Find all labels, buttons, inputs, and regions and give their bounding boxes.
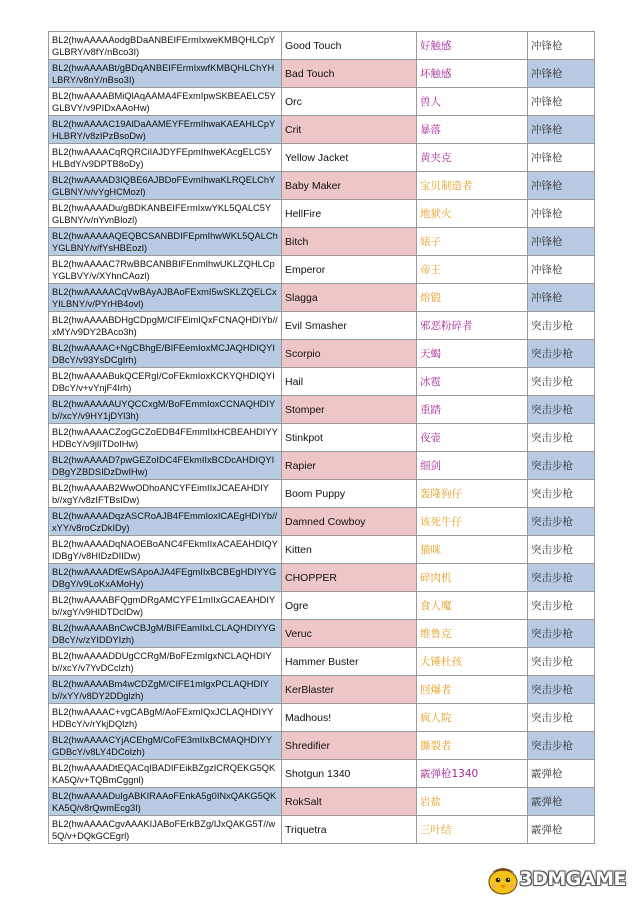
weapon-type-cell: 突击步枪	[528, 592, 595, 620]
chinese-name-cell: 疯人院	[417, 704, 528, 732]
table-row	[49, 284, 595, 312]
cheat-code-cell: BL2(hwAAAABt/gBDqANBEIFErmIxwfKMBQHLChYHLBRY/v8nY/nBso3I)	[49, 60, 282, 88]
weapon-type-cell: 冲锋枪	[528, 60, 595, 88]
english-name-cell: KerBlaster	[282, 676, 417, 704]
weapon-type-cell: 突击步枪	[528, 480, 595, 508]
weapon-type-cell: 冲锋枪	[528, 144, 595, 172]
weapon-type-cell: 突击步枪	[528, 312, 595, 340]
cheat-code-cell: BL2(hwAAAACqRQRCiIAJDYFEpmIhweKAcgELC5YHLBdY/v9DPTB8oDy)	[49, 144, 282, 172]
english-name-cell: Crit	[282, 116, 417, 144]
chinese-name-cell: 坏触感	[417, 60, 528, 88]
chinese-name-cell: 细剑	[417, 452, 528, 480]
table-row	[49, 816, 595, 844]
english-name-cell: Veruc	[282, 620, 417, 648]
weapon-type-cell: 霰弹枪	[528, 788, 595, 816]
chinese-name-cell: 轰隆狗仔	[417, 480, 528, 508]
weapon-type-cell: 突击步枪	[528, 424, 595, 452]
weapon-type-cell: 突击步枪	[528, 508, 595, 536]
weapon-type-cell: 冲锋枪	[528, 256, 595, 284]
weapon-type-cell: 冲锋枪	[528, 200, 595, 228]
chinese-name-cell: 回爆者	[417, 676, 528, 704]
watermark-text: 3DMGAME	[519, 868, 626, 890]
table-row	[49, 648, 595, 676]
english-name-cell: Good Touch	[282, 32, 417, 60]
table-row	[49, 788, 595, 816]
cheat-code-cell: BL2(hwAAAAAUYQCCxgM/BoFEmmIoxCCNAQHDIYb//xcY/v9HY1jDYl3h)	[49, 396, 282, 424]
cheat-code-cell: BL2(hwAAAABDHgCDpgM/CIFEimIQxFCNAQHDIYb//xMY/v9DY2BAco3h)	[49, 312, 282, 340]
chinese-name-cell: 霰弹枪1340	[417, 760, 528, 788]
english-name-cell: Stinkpot	[282, 424, 417, 452]
chinese-name-cell: 好触感	[417, 32, 528, 60]
english-name-cell: Rapier	[282, 452, 417, 480]
table-row	[49, 536, 595, 564]
english-name-cell: Stomper	[282, 396, 417, 424]
cheat-code-cell: BL2(hwAAAABMiQlAqAAMA4FExmIpwSKBEAELC5YGLBVY/v9PIDxAAoHw)	[49, 88, 282, 116]
chinese-name-cell: 地狱火	[417, 200, 528, 228]
table-row	[49, 592, 595, 620]
english-name-cell: RokSalt	[282, 788, 417, 816]
chinese-name-cell: 大锤杜孩	[417, 648, 528, 676]
cheat-code-cell: BL2(hwAAAADfEwSApoAJA4FEgmIIxBCBEgHDIYYGDBgY/v9LoKxAMoHy)	[49, 564, 282, 592]
english-name-cell: Triquetra	[282, 816, 417, 844]
chinese-name-cell: 岩盐	[417, 788, 528, 816]
chinese-name-cell: 婊子	[417, 228, 528, 256]
english-name-cell: Emperor	[282, 256, 417, 284]
cheat-code-cell: BL2(hwAAAADuIgABKIRAAoFEnkA5g0INxQAKG5QKKA5Q/v8rQwmEcg3I)	[49, 788, 282, 816]
table-row	[49, 144, 595, 172]
weapon-type-cell: 霰弹枪	[528, 760, 595, 788]
chinese-name-cell: 兽人	[417, 88, 528, 116]
chinese-name-cell: 天蝎	[417, 340, 528, 368]
english-name-cell: Slagga	[282, 284, 417, 312]
weapon-type-cell: 突击步枪	[528, 340, 595, 368]
weapon-type-cell: 突击步枪	[528, 452, 595, 480]
english-name-cell: Baby Maker	[282, 172, 417, 200]
table-row	[49, 564, 595, 592]
chinese-name-cell: 三叶结	[417, 816, 528, 844]
cheat-code-cell: BL2(hwAAAAD3IQBE6AJBDoFEvmIhwaKLRQELChYGLBNY/v/vYgHCMozl)	[49, 172, 282, 200]
cheat-code-cell: BL2(hwAAAADqzASCRoAJB4FEmmIoxICAEgHDIYb//xYY/v8roCzDkIDy)	[49, 508, 282, 536]
english-name-cell: Ogre	[282, 592, 417, 620]
weapon-type-cell: 突击步枪	[528, 620, 595, 648]
english-name-cell: Evil Smasher	[282, 312, 417, 340]
weapon-type-cell: 突击步枪	[528, 536, 595, 564]
cheat-code-cell: BL2(hwAAAAC7RwBBCANBBIFEnmIhwUKLZQHLCpYGLBVY/v/XYhnCAozl)	[49, 256, 282, 284]
cheat-code-cell: BL2(hwAAAADqNAOEBoANC4FEkmIIxACAEAHDIQYIDBgY/v8HIDzDIIDw)	[49, 536, 282, 564]
chinese-name-cell: 暴落	[417, 116, 528, 144]
english-name-cell: CHOPPER	[282, 564, 417, 592]
weapon-type-cell: 冲锋枪	[528, 228, 595, 256]
table-row	[49, 396, 595, 424]
cheat-code-cell: BL2(hwAAAADu/gBDKANBEIFErmIxwYKL5QALC5YGLBNY/v/nYvnBlozl)	[49, 200, 282, 228]
cheat-code-cell: BL2(hwAAAAAodgBDaANBEIFErmIxweKMBQHLCpYGLBRY/v8fY/nBco3I)	[49, 32, 282, 60]
chinese-name-cell: 撕裂者	[417, 732, 528, 760]
english-name-cell: Shotgun 1340	[282, 760, 417, 788]
chinese-name-cell: 宝贝制造者	[417, 172, 528, 200]
weapon-type-cell: 冲锋枪	[528, 88, 595, 116]
weapon-code-table	[48, 31, 595, 844]
table-row	[49, 256, 595, 284]
table-row	[49, 620, 595, 648]
table-row	[49, 508, 595, 536]
chinese-name-cell: 夜壶	[417, 424, 528, 452]
cheat-code-cell: BL2(hwAAAADtEQACqIBADIFEikBZgzICRQEKG5QKKA5Q/v+TQBmCggnl)	[49, 760, 282, 788]
weapon-type-cell: 突击步枪	[528, 704, 595, 732]
table-row	[49, 368, 595, 396]
table-row	[49, 60, 595, 88]
chinese-name-cell: 食人魔	[417, 592, 528, 620]
cheat-code-cell: BL2(hwAAAACYjACEhgM/CoFE3mIIxBCMAQHDIYYGDBcY/v8LY4DColzh)	[49, 732, 282, 760]
cheat-code-cell: BL2(hwAAAAC+vgCABgM/AoFExmIQxJCLAQHDIYYHDBcY/v/rYkjDQlzh)	[49, 704, 282, 732]
english-name-cell: Orc	[282, 88, 417, 116]
weapon-type-cell: 突击步枪	[528, 648, 595, 676]
table-row	[49, 116, 595, 144]
cheat-code-cell: BL2(hwAAAAB2WwODhoANCYFEimIIxJCAEAHDIYb//xgY/v8zIFTBsIDw)	[49, 480, 282, 508]
chick-mascot-icon	[483, 861, 523, 897]
english-name-cell: Bad Touch	[282, 60, 417, 88]
english-name-cell: Madhous!	[282, 704, 417, 732]
table-row	[49, 312, 595, 340]
cheat-code-cell: BL2(hwAAAABFQgmDRgAMCYFE1mIIxGCAEAHDIYb//xgY/v9HIDTDcIDw)	[49, 592, 282, 620]
table-row	[49, 676, 595, 704]
chinese-name-cell: 熔锻	[417, 284, 528, 312]
weapon-type-cell: 霰弹枪	[528, 816, 595, 844]
weapon-type-cell: 冲锋枪	[528, 32, 595, 60]
weapon-type-cell: 冲锋枪	[528, 172, 595, 200]
chinese-name-cell: 维鲁克	[417, 620, 528, 648]
chinese-name-cell: 重踏	[417, 396, 528, 424]
cheat-code-cell: BL2(hwAAAADDUgCCRgM/BoFEzmIgxNCLAQHDIYb//xcY/v7YvDCclzh)	[49, 648, 282, 676]
weapon-type-cell: 突击步枪	[528, 732, 595, 760]
english-name-cell: Kitten	[282, 536, 417, 564]
table-row	[49, 480, 595, 508]
weapon-type-cell: 突击步枪	[528, 676, 595, 704]
table-row	[49, 704, 595, 732]
weapon-type-cell: 突击步枪	[528, 368, 595, 396]
english-name-cell: Shredifier	[282, 732, 417, 760]
cheat-code-cell: BL2(hwAAAAACqVwBAyAJBAoFExmI5wSKLZQELCxYILBNY/v/PYrHB4ovl)	[49, 284, 282, 312]
english-name-cell: Scorpio	[282, 340, 417, 368]
english-name-cell: Hammer Buster	[282, 648, 417, 676]
chinese-name-cell: 帝王	[417, 256, 528, 284]
watermark-logo	[483, 861, 626, 897]
english-name-cell: HellFire	[282, 200, 417, 228]
table-row	[49, 200, 595, 228]
english-name-cell: Yellow Jacket	[282, 144, 417, 172]
cheat-code-cell: BL2(hwAAAAD7pwGEZoIDC4FEkmIIxBCDcAHDIQYIDBgYZBDSIDzDwIHw)	[49, 452, 282, 480]
chinese-name-cell: 邪恶粉碎者	[417, 312, 528, 340]
chinese-name-cell: 冰雹	[417, 368, 528, 396]
chinese-name-cell: 碎肉机	[417, 564, 528, 592]
cheat-code-cell: BL2(hwAAAACgvAAAKIJABoFErkBZg/IJxQAKG5T//w5Q/v+DQkGCEgrl)	[49, 816, 282, 844]
table-row	[49, 172, 595, 200]
table-row	[49, 424, 595, 452]
cheat-code-cell: BL2(hwAAAABm4wCDZgM/CIFE1mIgxPCLAQHDIYb//xYY/v8DY2DDglzh)	[49, 676, 282, 704]
weapon-type-cell: 突击步枪	[528, 564, 595, 592]
english-name-cell: Boom Puppy	[282, 480, 417, 508]
weapon-type-cell: 冲锋枪	[528, 116, 595, 144]
chinese-name-cell: 猫咪	[417, 536, 528, 564]
chinese-name-cell: 该死牛仔	[417, 508, 528, 536]
cheat-code-cell: BL2(hwAAAAC+NgCBhgE/BIFEemIoxMCJAQHDIQYIDBcY/v93YsDCgIrh)	[49, 340, 282, 368]
english-name-cell: Hail	[282, 368, 417, 396]
table-row	[49, 732, 595, 760]
cheat-code-cell: BL2(hwAAAACZogGCZoEDB4FEmmIIxHCBEAHDIYYHDBcY/v9jlITDoIHw)	[49, 424, 282, 452]
table-row	[49, 228, 595, 256]
english-name-cell: Bitch	[282, 228, 417, 256]
weapon-type-cell: 冲锋枪	[528, 284, 595, 312]
table-row	[49, 32, 595, 60]
table-body	[49, 32, 595, 844]
table-row	[49, 88, 595, 116]
table-row	[49, 760, 595, 788]
table-row	[49, 340, 595, 368]
table-row	[49, 452, 595, 480]
chinese-name-cell: 黄夹克	[417, 144, 528, 172]
english-name-cell: Damned Cowboy	[282, 508, 417, 536]
cheat-code-cell: BL2(hwAAAABnCwCBJgM/BIFEamIIxLCLAQHDIYYGDBcY/v/zYIDDYIzh)	[49, 620, 282, 648]
cheat-code-cell: BL2(hwAAAAAQEQBCSANBDIFEpmIhwWKL5QALChYGLBNY/v/fYsHBEozl)	[49, 228, 282, 256]
weapon-type-cell: 突击步枪	[528, 396, 595, 424]
cheat-code-cell: BL2(hwAAAAC19AlDaAAMEYFErmIhwaKAEAHLCpYHLBRY/v8zIPzBsoDw)	[49, 116, 282, 144]
cheat-code-cell: BL2(hwAAAABukQCERgI/CoFEkmIoxKCKYQHDIQYIDBcY/v+vYnjF4Irh)	[49, 368, 282, 396]
